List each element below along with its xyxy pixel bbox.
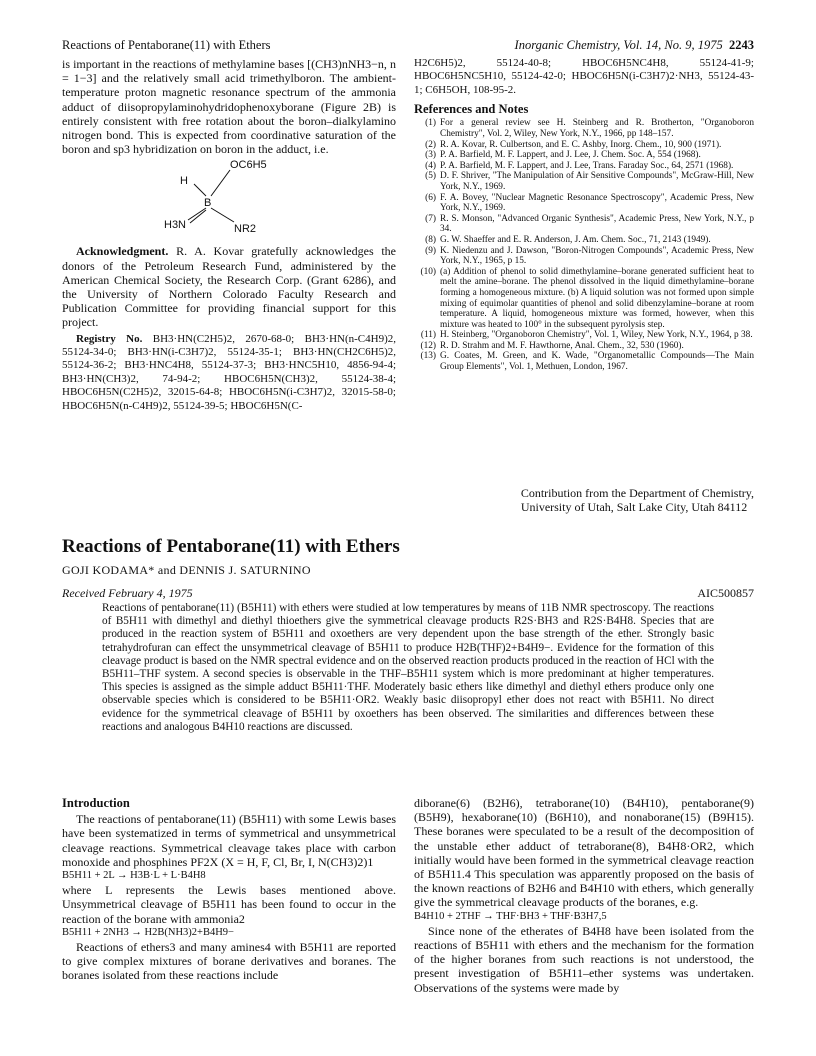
reference-number: (12) (420, 340, 436, 351)
reference-item (414, 140, 754, 151)
reference-item (414, 150, 754, 161)
intro-right-column (414, 796, 754, 995)
registry-label: Registry No. (76, 332, 143, 345)
left-column-top (62, 57, 396, 413)
acknowledgment-text: R. A. Kovar gratefully acknowledges the donors of the Petroleum Research Fund, administered by the American Chemical Society, the Research Corp. (Grant 6286), and the University of Northern Colorado Faculty Research and Publication Committee for providing financial support for this project. (62, 244, 397, 330)
reference-text: P. A. Barfield, M. F. Lappert, and J. Lee, J. Chem. Soc. A, 554 (1968). (440, 150, 701, 161)
equation-3: B4H10 + 2THF → THF·BH3 + THF·B3H7,5 (414, 910, 607, 922)
intro-paragraph-3: Reactions of ethers3 and many amines4 with B5H11 are reported to give complex mixtures of borane derivatives and boranes. The boranes isolated from these reactions include (62, 940, 396, 983)
received-date: Received February 4, 1975 (62, 586, 193, 600)
registry-text: BH3·HN(C2H5)2, 2670-68-0; BH3·HN(n-C4H9)2, 55124-34-0; BH3·HN(i-C3H7)2, 55124-35-1; BH3·HN(CH2C6H5)2, 55124-36-2; BH3·HNC4H8, 55124-37-3; BH3·HNC5H10, 4856-94-4; BH3·HN(CH3)2, 74-94-2; HBOC6H5N(CH3)2, 55124-38-4; HBOC6H5N(C2H5)2, 32015-64-8; HBOC6H5N(i-C3H7)2, 32015-58-0; HBOC6H5N(n-C4H9)2, 55124-39-5; HBOC6H5N(C- (62, 332, 397, 412)
chemical-structure (62, 156, 396, 244)
reference-number: (13) (420, 351, 436, 362)
intro-left-column (62, 796, 396, 983)
reference-item (414, 235, 754, 246)
reference-number: (4) (425, 160, 436, 171)
authors: GOJI KODAMA* and DENNIS J. SATURNINO (62, 563, 311, 577)
reference-text: R. D. Strahm and M. F. Hawthorne, Anal. Chem., 32, 530 (1960). (440, 340, 684, 351)
intro-paragraph-1: The reactions of pentaborane(11) (B5H11) with some Lewis bases have been systematized in terms of symmetrical and unsymmetrical cleavage reactions. Symmetrical cleavage takes place with carbon monoxide and phosphines PF2X (X = H, F, Cl, Br, I, N(CH3)2)1 (62, 812, 396, 869)
running-header-left: Reactions of Pentaborane(11) with Ethers (62, 38, 271, 52)
reference-text: R. A. Kovar, R. Culbertson, and E. C. Ashby, Inorg. Chem., 10, 900 (1971). (440, 139, 722, 150)
reference-item (414, 246, 754, 267)
intro-right-paragraph-1: diborane(6) (B2H6), tetraborane(10) (B4H10), pentaborane(9) (B5H9), hexaborane(10) (B6H10), and nonaborane(15) (B9H15). These boranes were speculated to be a result of the decomposition of the unstable ether adduct of tetraborane(8), B4H8·OR2, which initially would have been formed in the symmetrical cleavage reaction of B5H11.4 This speculation was apparently proposed on the basis of the known reactions of B2H6 and B4H10 with ethers, which generally give the symmetrical cleavage products of the boranes, e.g. (414, 796, 754, 910)
reference-item (414, 118, 754, 139)
reference-text: P. A. Barfield, M. F. Lappert, and J. Lee, Trans. Faraday Soc., 64, 2571 (1968). (440, 160, 734, 171)
registry-continued: H2C6H5)2, 55124-40-8; HBOC6H5NC4H8, 55124-41-9; HBOC6H5NC5H10, 55124-42-0; HBOC6H5N(i-C3H7)2·NH3, 55124-43-1; C6H5OH, 108-95-2. (414, 57, 754, 96)
structure-h: H (180, 175, 188, 188)
reference-item (414, 341, 754, 352)
reference-item (414, 161, 754, 172)
reference-item (414, 214, 754, 235)
reference-number: (1) (425, 118, 436, 129)
reference-number: (3) (425, 150, 436, 161)
abstract: Reactions of pentaborane(11) (B5H11) with ethers were studied at low temperatures by means of 11B NMR spectroscopy. The reactions of B5H11 with dimethyl and diethyl thioethers give the symmetrical cleavage products R2S·BH3 and R2S·B4H8. Species that are produced in the reaction system of B5H11 and oxoethers are very dependent upon the base strength of the ether. Strongly basic tetrahydrofuran can effect the unsymmetrical cleavage of B5H11 to produce H2B(THF)2+B4H9−. Evidence for the formation of this cleavage product is based on the NMR spectral evidence and on the observed reaction products produced in the reaction of HCl with the B5H11–THF system. A second species is observable in the THF–B5H11 system which is more predominant at higher temperatures. This species is assigned as the simple adduct B5H11·THF. Moderately basic ethers like dimethyl and diethyl ethers produce only one observable species which is considered to be B5H11·OR2. Weakly basic diisopropyl ether does not react with B5H11. No direct evidence for the symmetrical cleavage of B5H11 by oxoethers has been observed. The similarities and differences between these reactions and analogous B4H10 reactions are discussed. (102, 602, 714, 733)
contribution-block (521, 486, 754, 514)
intro-right-paragraph-2: Since none of the etherates of B4H8 have been isolated from the reactions of B5H11 with ethers and the mechanism for the formation of the higher boranes from such reactions is not understood, the present investigation of B5H11–ether systems was undertaken. Observations of the systems were made by (414, 923, 754, 995)
reference-text: G. Coates, M. Green, and K. Wade, "Organometallic Compounds—The Main Group Elements", Vol. 1, Methuen, London, 1967. (440, 351, 754, 373)
reference-number: (8) (425, 234, 436, 245)
reference-text: D. F. Shriver, "The Manipulation of Air Sensitive Compounds", McGraw-Hill, New York, N.Y., 1969. (440, 171, 754, 192)
acknowledgment-label: Acknowledgment. (76, 244, 169, 259)
reference-text: R. S. Monson, "Advanced Organic Synthesis", Academic Press, New York, N.Y., p 34. (440, 213, 754, 235)
references-heading: References and Notes (414, 102, 529, 117)
registry-numbers (62, 333, 396, 413)
structure-bonds (62, 156, 396, 244)
reference-text: (a) Addition of phenol to solid dimethylamine–borane generated sufficient heat to melt the amine–borane. The phenol dissolved in the liquid dimethylamine–borane forming a homogeneous mixture. (b) A liquid solution was not formed upon simple mixing of equimolar quantities of phenol and solid dibenzylamine–borane at room temperature. A liquid, homogeneous mixture was formed, however, when this mixture was heated to 100° in the subsequent pyrolysis step. (440, 266, 754, 330)
structure-oc6h5: OC6H5 (230, 159, 267, 172)
reference-number: (6) (425, 192, 436, 203)
page-number: 2243 (729, 38, 754, 52)
equation-1: B5H11 + 2L → H3B·L + L·B4H8 (62, 870, 206, 882)
reference-number: (11) (420, 330, 436, 341)
reference-number: (9) (425, 245, 436, 256)
reference-item (414, 193, 754, 214)
reference-text: For a general review see H. Steinberg and R. Brotherton, "Organoboron Chemistry", Vol. 2, Wiley, New York, N.Y., 1966, pp 148–157. (440, 118, 754, 140)
reference-number: (5) (425, 171, 436, 182)
right-column-top (414, 57, 754, 373)
journal-citation: Inorganic Chemistry, Vol. 14, No. 9, 1975 (514, 38, 723, 52)
article-title: Reactions of Pentaborane(11) with Ethers (62, 536, 400, 557)
paragraph-continued: is important in the reactions of methylamine bases [(CH3)nNH3−n, n = 1−3] and the relatively small acid trimethylboron. The ambient-temperature proton magnetic resonance spectrum of the ammonia adduct of diisopropylaminohydridophenoxyborane (Figure 2B) is entirely consistent with free rotation about the boron–dialkylamino nitrogen bond. This is expected from coordinative saturation of the boron and sp3 hybridization on boron in the adduct, i.e. (62, 57, 396, 157)
contribution-line-1: Contribution from the Department of Chemistry, (520, 486, 754, 500)
references-list (414, 118, 754, 372)
reference-item (414, 171, 754, 192)
reference-number: (7) (425, 213, 436, 224)
running-header-right (515, 38, 754, 53)
reference-number: (10) (420, 266, 436, 277)
intro-paragraph-2: where L represents the Lewis bases mentioned above. Unsymmetrical cleavage of B5H11 has been found to occur in the reaction of the borane with ammonia2 (62, 883, 396, 926)
article-code: AIC500857 (697, 586, 754, 600)
acknowledgment (62, 244, 396, 329)
reference-text: G. W. Shaeffer and E. R. Anderson, J. Am. Chem. Soc., 71, 2143 (1949). (440, 234, 711, 245)
reference-text: H. Steinberg, "Organoboron Chemistry", Vol. 1, Wiley, New York, N.Y., 1964, p 38. (440, 330, 753, 341)
reference-item (414, 267, 754, 331)
structure-nr2: NR2 (234, 223, 257, 236)
reference-number: (2) (425, 139, 436, 150)
reference-text: K. Niedenzu and J. Dawson, "Boron-Nitrogen Compounds", Academic Press, New York, N.Y., 1965, p 15. (440, 245, 754, 267)
structure-h3n: H3N (164, 219, 187, 232)
structure-b: B (204, 197, 212, 210)
reference-text: F. A. Bovey, "Nuclear Magnetic Resonance Spectroscopy", Academic Press, New York, N.Y., 1969. (440, 192, 754, 214)
reference-item (414, 330, 754, 341)
equation-2: B5H11 + 2NH3 → H2B(NH3)2+B4H9− (62, 926, 234, 938)
reference-item (414, 351, 754, 372)
contribution-line-2: University of Utah, Salt Lake City, Utah 84112 (520, 500, 748, 514)
introduction-heading: Introduction (62, 796, 130, 810)
